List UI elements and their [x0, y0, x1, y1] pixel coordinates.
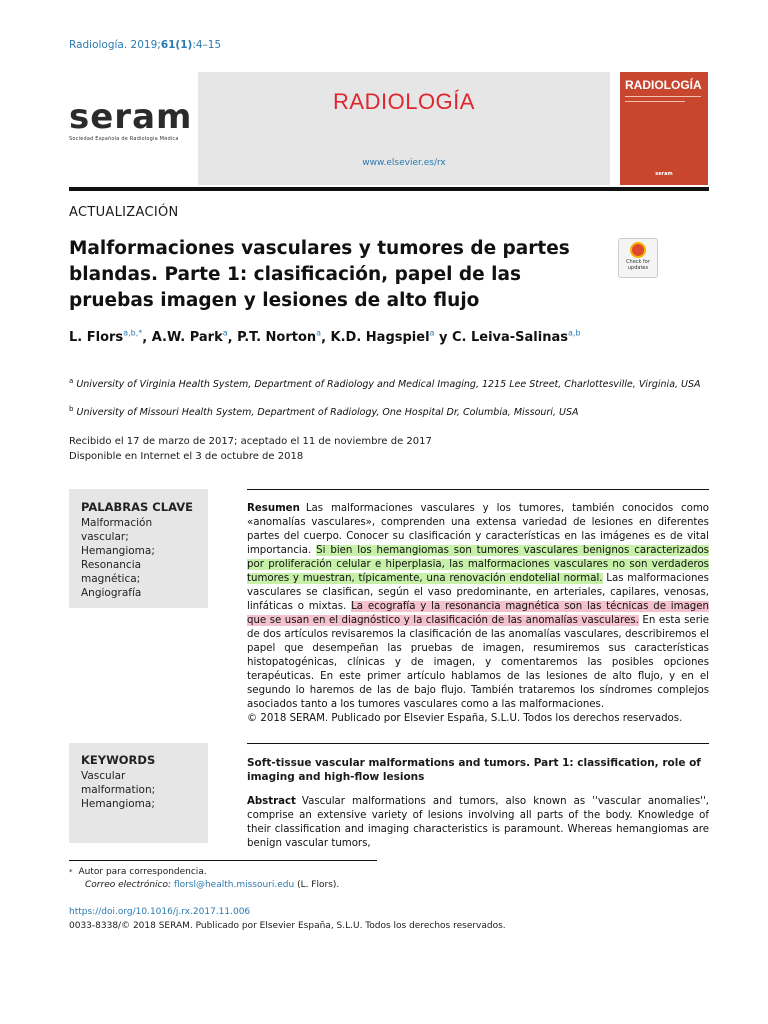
resumen-copyright: © 2018 SERAM. Publicado por Elsevier España, S.L.U. Todos los derechos reservados.: [247, 713, 683, 724]
keywords-title: PALABRAS CLAVE: [81, 500, 193, 514]
keywords-box-en: [69, 743, 208, 843]
author-list: L. Flors$^{a,b,*}$, A.W. Park$^a$, P.T. Norton$^a$, K.D. Hagspiel$^a$ y C. Leiva-Salinas$^{a,b}$: [69, 329, 581, 346]
author[interactable]: L. Flors$^{a,b,*}$: [69, 329, 143, 346]
seram-logo-text: seram: [69, 97, 193, 137]
english-abstract: Abstract Vascular malformations and tumors, also known as ''vascular anomalies'', comprise an extensive variety of lesions involving all parts of the body. Knowledge of their classification and imaging characteristics is paramount. Whereas hemangiomas are benign vascular tumors,: [247, 796, 709, 849]
check-updates-label: Check for updates: [626, 259, 650, 271]
journal-banner: [198, 72, 610, 185]
journal-url[interactable]: www.elsevier.es/rx: [362, 158, 446, 168]
keyword: Malformación: [81, 517, 153, 529]
resumen-lead: Resumen: [247, 503, 300, 514]
footnote-rule: [69, 860, 377, 861]
online-date: Disponible en Internet el 3 de octubre de 2018: [69, 451, 304, 462]
highlight-pink[interactable]: La ecografía y la resonancia magnética son las técnicas de imagen que se usan en el diagnóstico y la clasificación de las anomalías vasculares.: [247, 601, 709, 626]
keyword: Vascular: [81, 770, 126, 782]
cover-divider: [625, 101, 685, 102]
keywords-title: KEYWORDS: [81, 753, 156, 767]
seram-subtitle: Sociedad Española de Radiología Médica: [69, 136, 179, 142]
author[interactable]: A.W. Park$^a$: [151, 329, 228, 346]
cover-divider: [625, 96, 701, 97]
journal-name: RADIOLOGÍA: [333, 89, 475, 114]
author-email-link[interactable]: florsl@health.missouri.edu: [173, 880, 295, 890]
seram-logo: [69, 97, 194, 142]
journal-cover: [620, 72, 708, 185]
cover-logo: seram: [655, 171, 673, 177]
keywords-box-es: [69, 489, 208, 608]
resumen: Resumen Las malformaciones vasculares y los tumores, también conocidos como «anomalías vasculares», comprenden una extensa variedad de lesiones en diferentes partes del cuerpo. Conocer su clasificación y características en las imágenes es de vital importancia. Si bien los hemangiomas son tumores vasculares benignos caracterizados por proliferación celular e hiperplasia, las malformaciones vasculares no son verdaderos tumores y muestran, típicamente, una renovación endotelial normal. Las malformaciones vasculares se clasifican, según el vaso predominante, en arteriales, capilares, venosas, linfáticas o mixtas. La ecografía y la resonancia magnética son las técnicas de imagen que se usan en el diagnóstico y la clasificación de las anomalías vasculares. En esta serie de dos artículos revisaremos la clasificación de las anomalías vasculares, describiremos el papel que desempeñan las pruebas de imagen, resumiremos sus características histopatogénicas, clínicas y de imagen, y comentaremos las posibles opciones terapéuticas. En este primer artículo hablamos de las lesiones de alto flujo, y en el segundo lo haremos de las de bajo flujo. También trataremos los síndromes complejos asociados tanto a los tumores vasculares como a las malformaciones. © 2018 SERAM. Publicado por Elsevier España, S.L.U. Todos los derechos reservados.: [247, 503, 709, 724]
abstract-lead: Abstract: [247, 796, 296, 807]
keyword: Angiografía: [81, 587, 142, 599]
cover-title: RADIOLOGÍA: [625, 78, 702, 92]
footer-copyright: 0033-8338/© 2018 SERAM. Publicado por Elsevier España, S.L.U. Todos los derechos reservados.: [69, 921, 506, 931]
check-updates-icon: [630, 242, 646, 258]
affiliation-a: $^a$ University of Virginia Health System, Department of Radiology and Medical Imaging, 1215 Lee Street, Charlottesville, Virginia, USA: [69, 377, 701, 391]
received-date: Recibido el 17 de marzo de 2017; aceptado el 11 de noviembre de 2017: [69, 436, 432, 447]
citation[interactable]: Radiología. 2019;61(1):4–15: [69, 39, 222, 51]
keyword: magnética;: [81, 573, 141, 585]
english-title: Soft-tissue vascular malformations and tumors. Part 1: classification, role of imaging and high-flow lesions: [247, 757, 701, 783]
highlight-green[interactable]: Si bien los hemangiomas son tumores vasculares benignos caracterizados por proliferación celular e hiperplasia, las malformaciones vasculares no son verdaderos tumores y muestran, típicamente, una renovación endotelial normal.: [247, 545, 709, 584]
abstract-rule: [247, 489, 709, 490]
author[interactable]: K.D. Hagspiel$^a$: [330, 329, 435, 346]
check-for-updates-button[interactable]: [618, 238, 658, 278]
doi-link[interactable]: https://doi.org/10.1016/j.rx.2017.11.006: [69, 907, 251, 917]
author[interactable]: C. Leiva-Salinas$^{a,b}$: [451, 329, 581, 346]
header-rule: [69, 187, 709, 191]
article-dates: [69, 434, 432, 464]
keyword: Resonancia: [81, 559, 142, 571]
footnote: * Autor para correspondencia. Correo electrónico: florsl@health.missouri.edu (L. Flors).: [69, 867, 340, 890]
keyword: malformation;: [81, 784, 156, 796]
author[interactable]: P.T. Norton$^a$: [237, 329, 322, 346]
section-label: ACTUALIZACIÓN: [69, 205, 179, 220]
abstract-en-rule: [247, 743, 709, 744]
affiliation-b: $^b$ University of Missouri Health System, Department of Radiology, One Hospital Dr, Columbia, Missouri, USA: [69, 405, 579, 419]
keyword: vascular;: [81, 531, 129, 543]
keyword: Hemangioma;: [81, 798, 155, 810]
article-title: Malformaciones vasculares y tumores de partes blandas. Parte 1: clasificación, papel de las pruebas imagen y lesiones de alto flujo: [69, 238, 570, 311]
keyword: Hemangioma;: [81, 545, 155, 557]
